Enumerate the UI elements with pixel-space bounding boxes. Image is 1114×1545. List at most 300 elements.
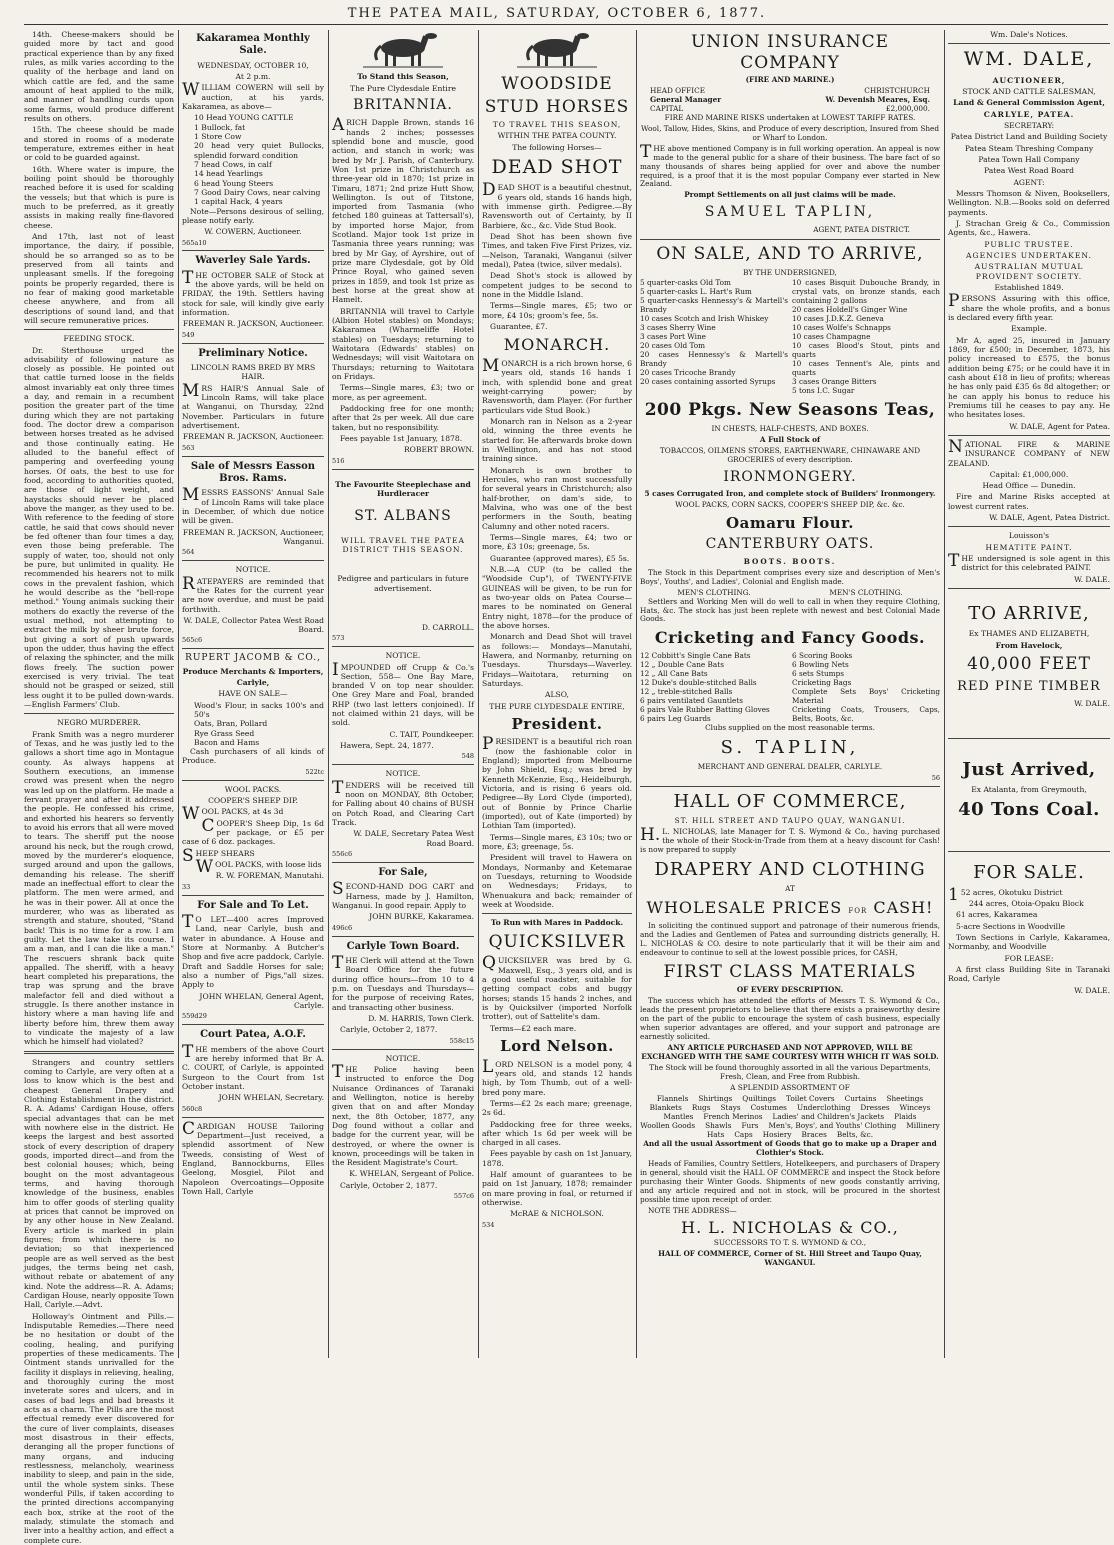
article-paragraph: Dr. Sterthouse urged the advisability of following nature as closely as possible. He pointed out that cattle turned loose in the fields almost invariably eat only three times a day, and remain in a recumbent position the greater part of the time during which they are not partaking food. The doctor drew a comparison between horses treated as he advised and those continually eating. He alluded to the baneful effect of pampering and overfeeding young horses. Of oats, the best to use for food, according to authorities quoted, are those of light weight, and haystacks should never be placed above the manger, as they used to be. With reference to the feeding of store cattle, he said that cows should never be fed oftener than four times a day, even those being preferable. The supply of water, too, should not only be pure, but unlimited in quality. He recommended his hearers not to milk cows in the prevalent fashion, which he would describe as the "bell-rope method." Young animals sucking their mothers do exactly the reverse of the usual method, not attempting to extract the milk by sheer brute force, but giving a sort of push upwards upon the udder, thus having the effect of relaxing the sphincter, and the milk flows freely. The suction power exercised is very trivial. The teat should not be grasped or seized, still less ought it to be pulled down-wards.—English Farmers' Club. — [24, 345, 174, 709]
list-item: Bacon and Hams — [194, 737, 260, 747]
ad-body: THE above mentioned Company is in full working operation. An appeal is now made to the general public for a share of their business. The bare fact of so many thousands of shares being applied for over and above the number required, is a proof that it is the most popular Company ever started in New Zealand. — [640, 141, 940, 189]
ad-title: TO ARRIVE, — [968, 603, 1090, 625]
ad-number: 564 — [182, 548, 195, 557]
ad-signature: W. DALE. — [1074, 698, 1110, 708]
list-item: 1 capital Hack, 4 years — [194, 197, 283, 207]
ad-body: Capital: £1,000,000. — [989, 469, 1069, 479]
divider — [332, 469, 474, 470]
list-item: 20 cases Holdell's Ginger Wine — [792, 305, 908, 315]
ad-number: 56 — [931, 773, 940, 782]
list-item: Blankets — [649, 1103, 682, 1113]
ad-signature: K. WHELAN, Sergeant of Police. — [349, 1169, 474, 1179]
ad-title: CANTERBURY OATS. — [705, 536, 875, 553]
ad-number: 33 — [182, 882, 191, 891]
detail-value: CHRISTCHURCH — [864, 85, 930, 95]
ad-body: Settlers and Working Men will do well to call in when they require Clothing, Hats, &c. The stock has just been replete with newest and best Colonial Made Goods. — [640, 596, 940, 624]
detail-label: General Manager — [650, 94, 722, 104]
list-item: Millinery — [906, 1121, 940, 1131]
ad-number: 548 — [461, 752, 474, 761]
ad-title: Carlyle Town Board. — [346, 940, 460, 952]
ad-pretitle: To Run with Mares in Paddock. — [490, 918, 624, 928]
list-item: Curtains — [844, 1094, 877, 1104]
divider — [24, 713, 174, 714]
column-1 — [24, 30, 174, 1545]
ad-pretitle: Wm. Dale's Notices. — [990, 30, 1068, 39]
ad-subtitle: ST. HILL STREET AND TAUPO QUAY, WANGANUI. — [674, 816, 906, 826]
ad-body: THE members of the above Court are hereby informed that Br A. C. COURT, of Carlyle, is appointed Surgeon to the Court from 1st October instant. — [182, 1041, 324, 1091]
article-paragraph: 14th. Cheese-makers should be guided more by tact and good practical experience than by any fixed rules, as milk varies according to the quality of the herbage and land on which cattle are fed, and the same amount of heat applied to the milk, and manner of handling curds upon some farms, would produce different results on others. — [24, 30, 174, 123]
list-item: Quiltings — [742, 1094, 777, 1104]
ad-subtitle: WILL TRAVEL THE PATEA DISTRICT THIS SEASON. — [341, 535, 465, 554]
divider — [182, 895, 324, 896]
ad-note: Note—Persons desirous of selling, please notify early. — [182, 206, 324, 225]
divider — [948, 43, 1110, 44]
ad-subtitle: STOCK AND CATTLE SALESMAN, — [962, 87, 1096, 97]
ad-body: Paddocking free for one month; after that 2s per week. All due care taken, but no responsibility. — [332, 404, 474, 432]
ad-title: 40,000 FEET — [967, 653, 1091, 674]
ad-body: THE Police having been instructed to enforce the Dog Nuisance Ordinances of Taranaki and Wellington, notice is hereby given that on and after Monday next, the 8th October, 1877, any Dog found without a collar and badge for the current year, will be destroyed, or where the owner is known, proceedings will be taken in the Resident Magistrate's Court. — [332, 1061, 474, 1168]
ad-title: NOTICE. — [385, 651, 421, 661]
ad-body: Fees payable 1st January, 1878. — [340, 434, 463, 444]
ad-body: Dead Shot has been shown five Times, and taken Five First Prizes, viz.—Nelson, Taranaki, Wanganui (silver medal), Patea (twice, silver medals). — [482, 232, 632, 270]
list-item: Complete Sets Boys' Cricketing Material — [792, 686, 940, 705]
ad-signature: D. M. HARRIS, Town Clerk. — [368, 1013, 474, 1023]
ad-subtitle: Established 1849. — [994, 282, 1064, 292]
list-item: 6 pairs Vale Rubber Batting Gloves — [640, 704, 770, 714]
list-item: 10 cases J.D.K.Z. Geneva — [792, 314, 884, 324]
ad-body: The Stock will be found thoroughly assorted in all the various Departments, Fresh, Clean, and Free from Rubbish. — [649, 1063, 931, 1082]
ad-subtitle: A SPLENDID ASSORTMENT OF — [730, 1083, 850, 1093]
horse-name: MONARCH. — [503, 335, 611, 355]
ad-subtitle: SECRETARY: — [1003, 121, 1055, 130]
ad-subtitle: AUCTIONEER, — [992, 75, 1066, 85]
column-4 — [482, 30, 632, 1358]
ad-body: Half amount of guarantees to be paid on 1st January, 1878; remainder on mare proving in foal, or returned if otherwise. — [482, 1170, 632, 1208]
ad-title: 40 Tons Coal. — [958, 798, 1100, 820]
ad-signature: JOHN WHELAN, Secretary. — [218, 1093, 324, 1103]
divider — [332, 936, 474, 937]
ad-body: Terms—£2 each mare. — [490, 1023, 577, 1033]
list-item: 6 sets Stumps — [792, 669, 844, 679]
ad-subtitle: MEN'S CLOTHING. — [677, 587, 751, 597]
ad-number: 565a10 — [182, 238, 207, 247]
list-item: 10 Head YOUNG CATTLE — [194, 113, 294, 123]
ad-title: RUPERT JACOMB & CO., — [185, 653, 321, 664]
ad-title: Preliminary Notice. — [198, 347, 308, 359]
divider — [948, 588, 1110, 589]
cricket-list — [640, 652, 940, 724]
ad-body: H.L. NICHOLAS, late Manager for T. S. Wymond & Co., having purchased the whole of their Stock-in-Trade from them at a heavy discount for Cash! is now prepared to supply — [640, 825, 940, 854]
ad-body: ARICH Dapple Brown, stands 16 hands 2 inches; possesses splendid bone and muscle, good action, and stanch in work; was bred by Mr J. Parish, of Canterbury. Won 1st prize in Christchurch as three-year old in 1870; 1st prize in Timaru, 1871; 2nd prize Hutt Show, Wellington. Is out of Titstone, imported from Tasmania (who fetched 180 guineas at Tattersall's), by imported horse Major, from Scotland. Major took 1st prize in Tasmania three years running; was bred by Mr Gay, of Ayrshire, out of prize mare Clydesdale, got by Old Prince Royal, who gained seven prizes in 1859, and took 1st prize as best horse at the great show at Hamelt. — [332, 115, 474, 305]
section-heading: FEEDING STOCK. — [63, 334, 135, 344]
ad-body: Head Office — Dunedin. — [982, 481, 1076, 491]
list-item: Patea Steam Threshing Company — [964, 143, 1094, 153]
ad-subtitle: From Havelock, — [995, 640, 1063, 650]
ad-body: Clubs supplied on the most reasonable terms. — [705, 722, 875, 732]
horse-name: Lord Nelson. — [500, 1037, 614, 1056]
divider — [182, 560, 324, 561]
list-item: 6 pairs ventilated Gauntlets — [640, 695, 744, 705]
list-item: Cricketing Coats, Trousers, Caps, Belts, Boots, &c. — [792, 704, 940, 723]
list-item: Patea West Road Board — [983, 166, 1075, 176]
divider — [182, 780, 324, 781]
ad-title: 200 Pkgs. New Seasons Teas, — [644, 400, 936, 421]
ad-body: President will travel to Hawera on Mondays, Normanby and Ketemarae on Tuesdays, returning to Woodside on Wednesdays; Fridays, to Whenuakura and back; remainder of week at Woodside. — [482, 853, 632, 909]
column-divider — [944, 30, 945, 1358]
ad-body: Heads of Families, Country Settlers, Hotelkeepers, and purchasers of Drapery in general, should visit the HALL OF COMMERCE and inspect the Stock before purchasing their Winter Goods. Shipments of new goods constantly arriving, and any article required and not in stock, will be procured in the shortest possible time upon receipt of order. — [640, 1158, 940, 1204]
ad-title: ST. ALBANS — [354, 508, 452, 525]
list-item: French Merinos — [703, 1112, 763, 1122]
column-divider — [178, 30, 179, 1358]
article-paragraph: Frank Smith was a negro murderer of Texas, and he was justly led to the gallows a short time ago in Montague county. As always happens at Southern executions, an immense crowd was present when the negro was led up on the platform. He made a fervant prayer and after it addressed the people. He confessed his crime, and exhorted his hearers so fervently to avoid his errors that all were moved to tears. The sheriff put the noose around his neck, but the rough crowd, moved by the murderer's eloquence, surged around and upon the gallows, demanding his release. The sheriff made an ineffectual effort to clear the platform. The men were armed, and he was in their power. All at once the murderer, who was as liberated as strength and stature, shouted, "Stand back! This is no time for a row. I am guilty. Let the law take its course. I am a man, and I can die like a man." The rescuers shrank back quite appalled. The sheriff, with a heavy heart completed his preparations, the trap was sprung and the brave malefactor fell and died without a struggle. Is there another instance in history where a man having life and liberty before him, threw them away to vindicate the majesty of a law which he himself had violated? — [24, 729, 174, 1047]
list-item: 12 Duke's double-stitched Balls — [640, 678, 757, 688]
ad-title: Oamaru Flour. — [726, 514, 854, 532]
ad-date: WEDNESDAY, OCTOBER 10, — [197, 60, 309, 70]
list-item: Hosiery — [762, 1129, 792, 1139]
horse-name: QUICKSILVER — [488, 931, 626, 952]
ad-number: 556c6 — [332, 850, 353, 859]
ad-title: DRAPERY AND CLOTHING — [654, 858, 926, 880]
list-item: 244 acres, Otoia-Opaku Block — [968, 899, 1084, 909]
ad-subtitle: AGENCIES UNDERTAKEN. — [966, 250, 1092, 260]
ad-title: Court Patea, A.O.F. — [200, 1029, 306, 1041]
ad-body: Mr A, aged 25, insured in January 1869, for £500; in December, 1873, his policy increased to £575, the bonus addition being £75; or he could have it in cash about £18 in lieu of profits; whereas he has only paid £35 6s 8d altogether; or he can apply his bonus to reduce his Premiums till he ceases to pay any. He who hesitates loses. — [948, 335, 1110, 420]
ad-body: 5 cases Corrugated Iron, and complete stock of Builders' Ironmongery. — [644, 489, 936, 499]
divider — [182, 456, 324, 457]
ad-body: N.B.—A CUP (to be called the "Woodside Cup"), of TWENTY-FIVE GUINEAS will be given, to be run for as two-year olds on Patea Course—mares to be nominated on General Entry night, 1878—for the produce of the above horses. — [482, 564, 632, 630]
list-item: 1 Bullock, fat — [194, 122, 246, 132]
ad-subtitle: THE PURE CLYDESDALE ENTIRE, — [489, 701, 625, 711]
column-divider — [328, 30, 329, 1358]
ad-number: 534 — [482, 1220, 495, 1229]
list-item: 10 cases Bisquit Dubouche Brandy, in crystal vats, on bronze stands, each containing 2 gallons — [792, 278, 940, 306]
produce-list — [182, 701, 324, 748]
ad-signature: R. W. FOREMAN, Manutahi. — [215, 871, 324, 881]
ad-number: 565c6 — [182, 636, 203, 645]
ad-subtitle: AGENT, PATEA DISTRICT. — [813, 224, 910, 234]
list-item: Caps — [734, 1129, 753, 1139]
ad-number: 516 — [332, 456, 345, 465]
list-item: 6 head Young Steers — [194, 178, 274, 188]
ad-subtitle: MERCHANT AND GENERAL DEALER, CARLYLE. — [697, 761, 883, 771]
article-paragraph: Strangers and country settlers coming to Carlyle, are very often at a loss to know which is the best and cheapest General Drapery and Clothing Establishment in the district. R. A. Adams' Cardigan House, offers special advantages that can be met with nowhere else in the district. He keeps the largest and best assorted stock of every description of drapery goods, imported direct—and from the best colonial houses; which, being bought on the most advantageous terms, and having thorough knowledge of the business, enables him to offer goods of sterling quality at prices that cannot be improved on by any other house in New Zealand. Every article is marked in plain figures; from which there is no deviation; so that inexperienced people are as well served as the best judges, the terms being net cash, without rebate or abatement of any kind. Note the address—R. A. Adams; Cardigan House, nearly opposite Town Hall, Carlyle.—Advt. — [24, 1057, 174, 1310]
divider — [640, 239, 940, 240]
ad-body: MRS HAIR'S Annual Sale of Lincoln Rams, will take place at Wanganui, on Thursday, 22nd November. Particulars in future advertisement. — [182, 380, 324, 430]
ad-body: SECOND-HAND DOG CART and Harness, made by J. Hamilton, Wanganui. In good repair. Apply to — [332, 879, 474, 910]
list-item: Ladies' and Children's Jackets — [772, 1112, 885, 1122]
detail-value: W. Devenish Meares, Esq. — [825, 94, 930, 104]
ad-subtitle: Ex Atalanta, from Greymouth, — [971, 785, 1087, 795]
ad-body: Prompt Settlements on all just claims will be made. — [684, 190, 896, 200]
list-item: Rye Grass Seed — [194, 728, 255, 738]
ad-number: 549 — [182, 330, 195, 339]
ad-body: Guarantee, £7. — [490, 322, 548, 332]
column-divider — [636, 30, 637, 1358]
list-item: Patea District Land and Building Society — [950, 132, 1108, 142]
divider — [182, 648, 324, 649]
company-details — [640, 87, 940, 114]
list-item: Patea Town Hall Company — [978, 154, 1080, 164]
ad-body: Monarch is own brother to Hercules, who ran most successfully for several years in Christchurch; also half-brother, on dam's side, to Malvina, who was one of the best performers in the South, beating Calumny and other noted racers. — [482, 465, 632, 531]
horse-name: DEAD SHOT — [491, 156, 623, 179]
article-paragraph: And 17th, last not of least importance, the dairy, if possible, should be so arranged so as to be preserved from all taints and unpleasant smells. If the foregoing points be properly regarded, there is no fear of making good marketable cheese anywhere, and from all descriptions of sound land, and that will secure remunerative prices. — [24, 231, 174, 325]
divider — [332, 764, 474, 765]
list-item: 20 cases containing assorted Syrups — [640, 377, 776, 387]
column-5 — [640, 30, 940, 1358]
ad-signature: W. DALE, Collector Patea West Road Board. — [183, 615, 324, 635]
list-item: 5 quarter-casks L. Hart's Rum — [640, 287, 752, 297]
list-item: 20 cases Tricoche Brandy — [640, 368, 736, 378]
ad-subtitle: WITHIN THE PATEA COUNTY. — [497, 131, 617, 141]
ad-subtitle: HALL OF COMMERCE, Corner of St. Hill Street and Taupo Quay, WANGANUI. — [658, 1249, 922, 1268]
ad-body: COOPER'S Sheep Dip, 1s 6d per package, or £5 per case of 6 doz. packages. — [182, 815, 324, 847]
masthead: THE PATEA MAIL, SATURDAY, OCTOBER 6, 1877. — [347, 6, 767, 21]
list-item: Men's, Boys', and Youths' Clothing — [768, 1121, 897, 1131]
ad-title: NOTICE. — [235, 565, 271, 575]
ad-subtitle: Louisson's — [1008, 531, 1050, 541]
ad-title: Waverley Sale Yards. — [195, 255, 311, 267]
detail-value: £2,000,000. — [885, 103, 930, 113]
stock-list — [182, 113, 324, 206]
ad-body: QUICKSILVER was bred by G. Maxwell, Esq., 3 years old, and is a good useful roadster, suitable for getting compact cobs and buggy horses; stands 15 hands 2 inches, and is by Quicksilver (imported Norfolk trotter), out of Sattelite's dam. — [482, 953, 632, 1022]
ad-title: NOTICE. — [385, 1053, 421, 1063]
divider — [948, 435, 1110, 436]
detail-label: CAPITAL — [650, 103, 684, 113]
ad-pretitle: The Favourite Steeplechase and Hurdleracer — [335, 479, 471, 498]
ad-date: Carlyle, October 2, 1877. — [340, 1025, 438, 1035]
ad-subtitle: COOPER'S SHEEP DIP. — [208, 796, 298, 806]
divider — [482, 913, 632, 914]
spirits-list — [640, 279, 940, 396]
ad-subtitle: MEN'S CLOTHING. — [829, 587, 903, 597]
ad-subtitle: AGENT: — [1013, 177, 1045, 187]
list-item: 14 head Yearlings — [194, 169, 263, 179]
divider — [24, 1051, 174, 1054]
ad-title: ON SALE, AND TO ARRIVE, — [656, 243, 924, 264]
merchant-name: SAMUEL TAPLIN, — [704, 204, 876, 221]
list-item: Costumes — [750, 1103, 787, 1113]
ad-body: Terms—Single mares, £3 10s; two or more, £3; greenage, 5s. — [482, 832, 632, 851]
ad-subtitle: IN CHESTS, HALF-CHESTS, AND BOXES. — [711, 423, 869, 433]
ad-signature: W. DALE. — [1074, 985, 1110, 995]
ad-signature: D. CARROLL. — [421, 622, 474, 632]
column-2 — [182, 30, 324, 1358]
ad-title-part: WHOLESALE PRICES — [646, 898, 843, 917]
ad-subtitle: The Pure Clydesdale Entire — [350, 83, 456, 93]
list-item: Flannels — [656, 1094, 689, 1104]
list-item: Dresses — [860, 1103, 890, 1113]
list-item: Woollen Goods — [640, 1121, 696, 1131]
ad-title-part: FOR — [848, 907, 868, 915]
list-item: Hats — [706, 1129, 725, 1139]
list-item: Shirtings — [698, 1094, 733, 1104]
list-item: Rugs — [691, 1103, 711, 1113]
ad-body: WOOL PACKS, with loose lids — [195, 857, 322, 878]
ad-subtitle: TO TRAVEL THIS SEASON, — [492, 120, 622, 130]
list-item: 3 cases Port Wine — [640, 332, 706, 342]
list-item: 10 cases Scotch and Irish Whiskey — [640, 314, 769, 324]
list-item: 12 Cobbitt's Single Cane Bats — [640, 651, 751, 661]
ad-body: MESSRS EASSONS' Annual Sale of Lincoln Rams will take place in December, of which due notice will be given. — [182, 485, 324, 526]
ad-title: RED PINE TIMBER — [957, 678, 1101, 694]
ad-title: For Sale and To Let. — [197, 899, 309, 911]
ad-body: Messrs Thomson & Niven, Booksellers, Wellington. N.B.—Books sold on deferred payments. — [948, 188, 1110, 217]
ad-body: Terms—Single mares, £5; two or more, £4 10s; groom's fee, 5s. — [482, 301, 632, 320]
ad-body: Fire and Marine Risks accepted at lowest current rates. — [948, 492, 1110, 511]
ad-body: Fees payable by cash on 1st January, 1878. — [482, 1149, 632, 1168]
ad-body: THE undersigned is sole agent in this district for this celebrated PAINT. — [948, 551, 1110, 573]
ad-title: BRITANNIA. — [353, 96, 453, 113]
ad-title: IRONMONGERY. — [723, 468, 857, 485]
detail-label: HEAD OFFICE — [650, 85, 706, 95]
ad-number: 496c6 — [332, 923, 353, 932]
ad-number: 558c15 — [449, 1036, 474, 1045]
ad-title: HALL OF COMMERCE, — [673, 790, 907, 812]
list-item: Braces — [801, 1129, 827, 1139]
list-item: Cricketing Bags — [792, 678, 852, 688]
list-item: Town Sections in Carlyle, Kakaramea, Normanby, and Woodville — [948, 933, 1110, 952]
ad-title: Sale of Messrs Easson Bros. Rams. — [190, 460, 316, 484]
merchant-name: WM. DALE, — [963, 48, 1095, 71]
ad-signature: JOHN WHELAN, General Agent, Carlyle. — [199, 991, 324, 1010]
ad-subtitle: Carlyle, — [236, 677, 270, 687]
list-item: 3 cases Sherry Wine — [640, 323, 716, 333]
ad-title: WOOL PACKS. — [224, 784, 282, 794]
ad-body: CARDIGAN HOUSE Tailoring Department—Just received, a splendid assortment of New Tweeds, consisting of West of England, Bannockburns, Elles Geelong, Mosgiel, Pilot and Napoleon Overcoatings—Opposite Town Hall, Carlyle — [182, 1118, 324, 1196]
ad-body: WOOL PACKS, CORN SACKS, COOPER'S SHEEP DIP, &c. &c. — [675, 500, 905, 510]
horse-name: President. — [511, 714, 603, 733]
ad-body: Terms—Single mares, £3; two or more, as per agreement. — [332, 383, 474, 402]
list-item: 1 Store Cow — [194, 131, 242, 141]
list-item: 6 Scoring Books — [792, 651, 853, 661]
ad-body: THE OCTOBER SALE of Stock at the above yards, will be held on FRIDAY, the 19th. Settlers having stock for sale, will kindly give early information. — [182, 267, 324, 318]
list-item: 5 quarter-casks Old Tom — [640, 278, 731, 288]
ad-signature: W. DALE, Secretary Patea West Road Board. — [353, 829, 474, 848]
ad-body: And all the usual Assortment of Goods that go to make up a Draper and Clothier's Stock. — [643, 1138, 937, 1157]
ad-subtitle: Ex THAMES AND ELIZABETH, — [968, 629, 1090, 639]
ad-body: Terms—£2 2s each mare; greenage, 2s 6d. — [482, 1098, 632, 1118]
list-item: 12 „ Double Cane Bats — [640, 660, 724, 670]
divider — [948, 851, 1110, 852]
ad-number: 563 — [182, 443, 195, 452]
ad-signature: W. COWERN, Auctioneer. — [204, 227, 302, 237]
divider — [332, 1049, 474, 1050]
ad-body: A first class Building Site in Taranaki Road, Carlyle — [948, 965, 1110, 984]
column-6 — [948, 30, 1110, 1358]
list-item: Furs — [741, 1121, 759, 1131]
ad-body: In soliciting the continued support and patronage of their numerous friends, and the Ladies and Gentlemen of Patea and surrounding districts generally, H. L. NICHOLAS & CO. desire to note particularly that it will be their aim and endeavour to continue to sell at the lowest possible prices, for CASH, — [640, 920, 940, 957]
ad-signature: JOHN BURKE, Kakaramea. — [369, 912, 474, 922]
list-item: Toilet Covers — [786, 1094, 835, 1104]
divider — [182, 1024, 324, 1025]
ad-title: WOODSIDE — [501, 74, 613, 95]
ad-number: 573 — [332, 634, 345, 643]
ad-signature: ROBERT BROWN. — [403, 445, 474, 455]
ad-body: NATIONAL FIRE & MARINE INSURANCE COMPANY of NEW ZEALAND. — [948, 436, 1110, 468]
ad-subtitle: PUBLIC TRUSTEE. — [984, 239, 1074, 249]
list-item: 12 „ All Cane Bats — [640, 669, 708, 679]
ad-subtitle: BOOTS. BOOTS. — [743, 556, 837, 566]
horse-illustration — [332, 30, 474, 70]
ad-body: Monarch ran in Nelson as a 2-year old, winning the three events he started for. He afterwards broke down in Wellington, and has not stood training since. — [482, 417, 632, 464]
ad-body: Dead Shot's stock is allowed by competent judges to be second to none in the Middle Island. — [482, 271, 632, 300]
list-item: 3 cases Orange Bitters — [792, 377, 877, 387]
divider — [182, 343, 324, 344]
ad-body: The success which has attended the efforts of Messrs T. S. Wymond & Co., leads the present proprietors to believe that there exists a praiseworthy desire on the part of the public to encourage the system of cash business, especially when superior advantages are offered, and your support and patronage are earnestly solicited. — [640, 996, 940, 1042]
list-item: 152 acres, Okotuku District — [948, 884, 1063, 905]
ad-body: RATEPAYERS are reminded that the Rates for the current year are now overdue, and must be paid forthwith. — [182, 573, 324, 614]
ad-number: 522tc — [305, 767, 324, 776]
ad-title — [640, 898, 940, 918]
list-item: 20 cases Old Tom — [640, 341, 706, 351]
ad-signature: McRAE & NICHOLSON. — [510, 1209, 604, 1219]
ad-body: Pedigree and particulars in future advertisement. — [337, 574, 469, 593]
list-item: 10 cases Wolfe's Schnapps — [792, 323, 891, 333]
list-item: Oats, Bran, Pollard — [194, 719, 268, 729]
divider — [640, 786, 940, 787]
divider — [332, 646, 474, 647]
horse-illustration — [482, 30, 632, 70]
top-rule — [24, 24, 1108, 25]
list-item: 20 head very quiet Bullocks, splendid forward condition — [194, 141, 324, 160]
article-paragraph: Holloway's Ointment and Pills.—Indisputable Remedies.—There need be no hesitation or doubt of the cooling, healing, and purifying properties of these medicaments. The Ointment stands unrivalled for the facility it displays in relieving, healing, and thoroughly curing the most inveterate sores and ulcers, and in cases of bad legs and bad breasts it acts as a charm. The Pills are the most effectual remedy ever discovered for the cure of liver complaints, diseases most disastrous in their effects, deranging all the proper functions of many organs, and inducing restlessness, melancholy, weariness inability to sleep, and pain in the side, until the whole system sinks. These wonderful Pills, if taken according to the printed directions accompanying each box, strike at the root of the malady, stimulate the stomach and liver into a healthy action, and effect a complete cure. — [24, 1311, 174, 1545]
ad-body: J. Strachan Greig & Co., Commission Agents, &c., Hawera. — [948, 218, 1110, 238]
divider — [948, 738, 1110, 739]
ad-body: Cash purchasers of all kinds of Produce. — [182, 747, 324, 766]
goods-list — [640, 1095, 940, 1140]
ad-title: FIRST CLASS MATERIALS — [663, 961, 917, 982]
list-item: 20 cases Hennessy's & Martell's Brandy — [640, 350, 788, 369]
ad-subtitle: ALSO, — [545, 690, 569, 700]
ad-date: Hawera, Sept. 24, 1877. — [340, 741, 434, 751]
ad-body: TENDERS will be received till noon on MONDAY, 8th October, for Falling about 40 chains of BUSH on Potch Road, and Clearing Cart Track. — [332, 777, 474, 828]
ad-body: WILLIAM COWERN will sell by auction, at his yards, Kakaramea, as above— — [182, 80, 324, 111]
list-item: 6 pairs Leg Guards — [640, 713, 711, 723]
list-item: Shawls — [705, 1121, 732, 1131]
ad-subtitle: The following Horses— — [512, 142, 602, 152]
list-item: Stays — [720, 1103, 741, 1113]
ad-subtitle: OF EVERY DESCRIPTION. — [736, 985, 844, 995]
list-item: Mantles — [663, 1112, 694, 1122]
list-item: Plaids — [894, 1112, 917, 1122]
ad-body: Guarantee (approved mares), £5 5s. — [490, 553, 630, 563]
ad-signature: C. TAIT, Poundkeeper. — [389, 729, 474, 739]
ad-subtitle: FOR LEASE: — [1004, 953, 1054, 963]
ad-subtitle: NOTE THE ADDRESS— — [648, 1205, 737, 1215]
list-item: Sheetings — [886, 1094, 924, 1104]
ad-signature: W. DALE. — [1074, 574, 1110, 584]
ad-body: BRITANNIA will travel to Carlyle (Albion Hotel stables) on Mondays; Kakaramea (Wharmeliffe Hotel stables) on Tuesdays; returning to Waitotara (Edwards' stables) on Wednesdays; will visit Waitotara on Thursdays; returning to Waitotara on Fridays. — [332, 306, 474, 382]
ad-body: DEAD SHOT is a beautiful chestnut, 6 years old, stands 16 hands high, with immense girth. Pedigree.—By Ravensworth out of Certainty, by II Barbiere, &c., &c. Vide Stud Book. — [482, 180, 632, 230]
ad-title: STUD HORSES — [484, 97, 630, 118]
article-paragraph: 15th. The cheese should be made and stored in rooms of a moderate temperature, extremes either in heat or cold to be guarded against. — [24, 125, 174, 163]
list-item: Winceys — [899, 1103, 931, 1113]
ad-subtitle: Produce Merchants & Importers, — [182, 666, 324, 676]
list-item: 5-acre Sections in Woodville — [956, 921, 1066, 931]
ad-pretitle: To Stand this Season, — [357, 72, 449, 82]
list-item: 10 cases Blood's Stout, pints and quarts — [792, 341, 940, 360]
ad-subtitle: HAVE ON SALE— — [218, 689, 288, 699]
ad-body: Paddocking free for three weeks, after which 1s 6d per week will be charged in all cases. — [482, 1119, 632, 1148]
ad-subtitle: FIRE AND MARINE RISKS undertaken at LOWEST TARIFF RATES. — [664, 112, 916, 122]
list-item: 12 „ treble-stitched Balls — [640, 686, 733, 696]
ad-signature: W. DALE, Agent for Patea. — [1009, 421, 1110, 431]
ad-body: SHEEP SHEARS — [182, 845, 255, 866]
ad-title: For Sale, — [378, 867, 428, 879]
ad-body: WOOL PACKS, at 4s 3d — [182, 804, 284, 825]
ad-subtitle: A Full Stock of — [759, 434, 821, 444]
ad-body: PRESIDENT is a beautiful rich roan (now the fashionable color in England); imported from Melbourne by John Shield, Esq.; was bred by Kenneth McKenzie, Esq., Heidelburgh, Victoria, and is rising 6 years old. Pedigree—By Lord Clyde (imported), out of Bonnie by Prince Charlie (imported), out of Kate (imported) by Lothian Tam (imported). — [482, 734, 632, 831]
